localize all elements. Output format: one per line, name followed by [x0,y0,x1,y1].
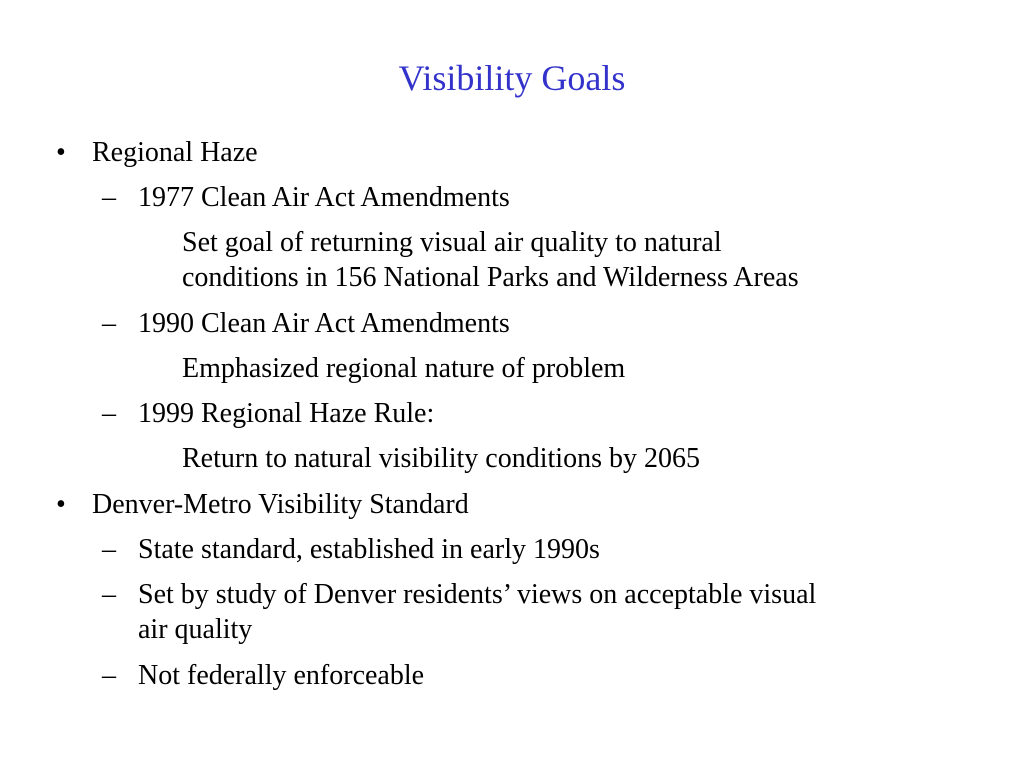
dash-icon: – [102,579,116,610]
list-item: Not federally enforceable [138,660,425,691]
list-item-continuation: air quality [138,614,253,645]
bullet-icon: • [56,489,66,520]
list-item: 1999 Regional Haze Rule: [138,398,435,429]
list-item: 1977 Clean Air Act Amendments [138,182,510,213]
bullet-icon: • [56,137,66,168]
list-item: State standard, established in early 1990s [138,534,600,565]
dash-icon: – [102,534,116,565]
item-detail: Emphasized regional nature of problem [182,353,626,384]
section-heading: Regional Haze [92,137,258,168]
dash-icon: – [102,182,116,213]
list-item: 1990 Clean Air Act Amendments [138,308,510,339]
item-detail: Set goal of returning visual air quality to natural [182,227,722,258]
item-detail: Return to natural visibility conditions by 2065 [182,443,700,474]
slide-title: Visibility Goals [398,58,626,98]
item-detail: conditions in 156 National Parks and Wilderness Areas [182,262,799,293]
section-heading: Denver-Metro Visibility Standard [92,489,469,520]
dash-icon: – [102,398,116,429]
dash-icon: – [102,308,116,339]
dash-icon: – [102,660,116,691]
list-item: Set by study of Denver residents’ views on acceptable visual [138,579,817,610]
